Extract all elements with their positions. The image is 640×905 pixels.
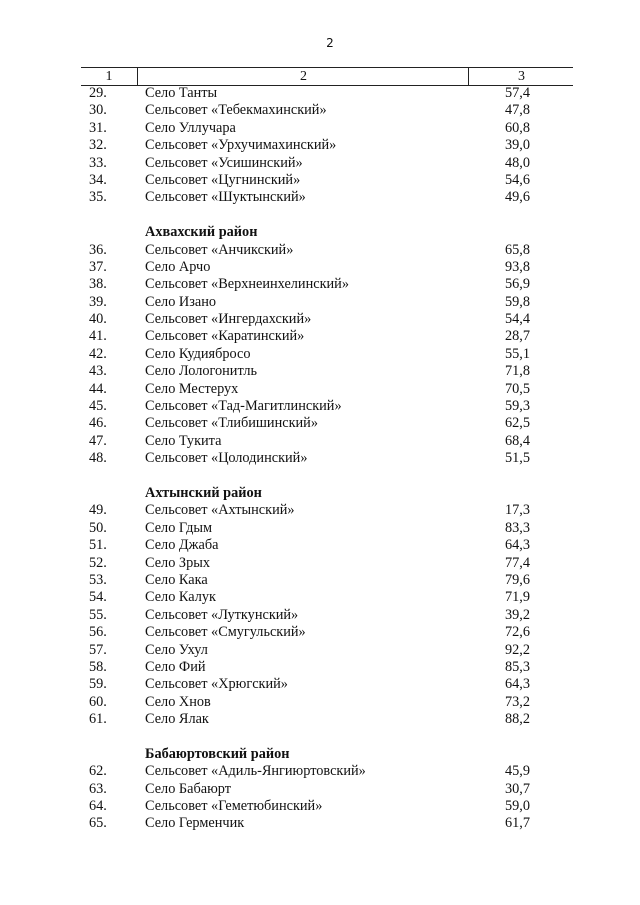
- row-name: Село Танты: [145, 85, 218, 101]
- row-number: 32.: [89, 137, 107, 154]
- row-value: 28,7: [505, 328, 531, 345]
- page-number: 2: [326, 36, 334, 50]
- row-name: Сельсовет «Тебекмахинский»: [145, 102, 327, 119]
- row-value: 79,6: [505, 571, 531, 588]
- row-name: Село Кака: [145, 571, 208, 588]
- row-number: 55.: [89, 606, 107, 623]
- table-row: [0, 172, 640, 189]
- district-name: Бабаюртовский район: [145, 745, 290, 762]
- row-value: 93,8: [505, 258, 531, 275]
- table-row: [0, 259, 640, 276]
- row-number: 57.: [89, 641, 107, 658]
- table-row: [0, 624, 640, 641]
- row-name: Сельсовет «Цугнинский»: [145, 171, 301, 188]
- row-value: 65,8: [505, 241, 531, 258]
- table-row: [0, 642, 640, 659]
- table-row: [0, 711, 640, 728]
- row-name: Сельсовет «Ахтынский»: [145, 502, 295, 519]
- row-number: 42.: [89, 345, 107, 362]
- row-name: Село Кудиябросо: [145, 345, 251, 362]
- row-number: 60.: [89, 693, 107, 710]
- table-row: [0, 798, 640, 815]
- row-number: 33.: [89, 154, 107, 171]
- district-name: Ахтынский район: [145, 484, 262, 501]
- table-row: [0, 137, 640, 154]
- row-value: 62,5: [505, 415, 531, 432]
- row-value: 51,5: [505, 450, 531, 467]
- table-row: [0, 363, 640, 380]
- row-name: Сельсовет «Цолодинский»: [145, 450, 308, 467]
- table-row: [0, 815, 640, 832]
- row-value: 73,2: [505, 693, 531, 710]
- row-value: 71,9: [505, 589, 531, 606]
- table-row: [0, 381, 640, 398]
- row-value: 39,2: [505, 606, 531, 623]
- row-value: 77,4: [505, 554, 531, 571]
- row-number: 51.: [89, 537, 107, 554]
- row-number: 63.: [89, 780, 107, 797]
- table-row: [0, 572, 640, 589]
- row-number: 52.: [89, 554, 107, 571]
- row-number: 41.: [89, 328, 107, 345]
- table-row: [0, 433, 640, 450]
- row-value: 47,8: [505, 102, 531, 119]
- row-value: 55,1: [505, 345, 531, 362]
- row-name: Сельсовет «Каратинский»: [145, 328, 305, 345]
- row-number: 54.: [89, 589, 107, 606]
- row-value: 68,4: [505, 432, 531, 449]
- row-number: 40.: [89, 311, 107, 328]
- row-number: 44.: [89, 380, 107, 397]
- row-number: 64.: [89, 798, 107, 815]
- row-number: 59.: [89, 676, 107, 693]
- row-value: 49,6: [505, 189, 531, 206]
- row-number: 29.: [89, 85, 107, 101]
- table-row: [0, 781, 640, 798]
- row-number: 36.: [89, 241, 107, 258]
- row-value: 17,3: [505, 502, 531, 519]
- district-heading: [0, 746, 640, 763]
- row-value: 64,3: [505, 537, 531, 554]
- table-row: [0, 537, 640, 554]
- row-value: 59,3: [505, 398, 531, 415]
- table-row: [0, 311, 640, 328]
- table-row: [0, 155, 640, 172]
- district-heading: [0, 224, 640, 241]
- spacer: [0, 468, 640, 485]
- row-name: Село Калук: [145, 589, 216, 606]
- table-row: [0, 676, 640, 693]
- table-row: [0, 450, 640, 467]
- table-body: [0, 85, 640, 833]
- row-number: 58.: [89, 658, 107, 675]
- table-row: [0, 328, 640, 345]
- table-row: [0, 589, 640, 606]
- table-row: [0, 659, 640, 676]
- row-value: 56,9: [505, 276, 531, 293]
- row-number: 56.: [89, 624, 107, 641]
- row-name: Сельсовет «Смугульский»: [145, 624, 306, 641]
- table-row: [0, 346, 640, 363]
- row-value: 83,3: [505, 519, 531, 536]
- table-header: [81, 67, 573, 86]
- row-name: Сельсовет «Верхнеинхелинский»: [145, 276, 349, 293]
- table-row: [0, 763, 640, 780]
- row-name: Село Зрых: [145, 554, 210, 571]
- row-value: 71,8: [505, 363, 531, 380]
- row-name: Сельсовет «Урхучимахинский»: [145, 137, 337, 154]
- row-name: Сельсовет «Адиль-Янгиюртовский»: [145, 763, 366, 780]
- row-name: Сельсовет «Ингердахский»: [145, 311, 312, 328]
- row-name: Сельсовет «Усишинский»: [145, 154, 303, 171]
- table-row: [0, 85, 640, 102]
- row-name: Сельсовет «Шуктынский»: [145, 189, 306, 206]
- table-row: [0, 398, 640, 415]
- row-number: 53.: [89, 571, 107, 588]
- row-name: Село Герменчик: [145, 815, 245, 832]
- row-name: Село Ухул: [145, 641, 208, 658]
- row-value: 70,5: [505, 380, 531, 397]
- row-number: 37.: [89, 258, 107, 275]
- table-row: [0, 520, 640, 537]
- table-row: [0, 694, 640, 711]
- row-value: 72,6: [505, 624, 531, 641]
- row-value: 39,0: [505, 137, 531, 154]
- row-number: 50.: [89, 519, 107, 536]
- header-col-2: 2: [137, 68, 469, 85]
- table-row: [0, 102, 640, 119]
- row-name: Сельсовет «Тлибишинский»: [145, 415, 318, 432]
- row-number: 47.: [89, 432, 107, 449]
- table-row: [0, 415, 640, 432]
- row-value: 92,2: [505, 641, 531, 658]
- table-row: [0, 189, 640, 206]
- row-value: 59,8: [505, 293, 531, 310]
- row-value: 85,3: [505, 658, 531, 675]
- row-name: Сельсовет «Анчикский»: [145, 241, 294, 258]
- row-name: Село Гдым: [145, 519, 213, 536]
- row-name: Село Местерух: [145, 380, 239, 397]
- row-name: Село Ялак: [145, 711, 209, 728]
- header-col-1: 1: [105, 69, 113, 84]
- row-number: 48.: [89, 450, 107, 467]
- table-row: [0, 502, 640, 519]
- row-name: Село Хнов: [145, 693, 211, 710]
- row-name: Сельсовет «Луткунский»: [145, 606, 299, 623]
- row-value: 48,0: [505, 154, 531, 171]
- row-number: 46.: [89, 415, 107, 432]
- table-row: [0, 607, 640, 624]
- row-number: 30.: [89, 102, 107, 119]
- row-name: Село Фий: [145, 658, 206, 675]
- row-name: Село Лологонитль: [145, 363, 258, 380]
- table-row: [0, 555, 640, 572]
- row-value: 54,4: [505, 311, 531, 328]
- row-value: 64,3: [505, 676, 531, 693]
- row-name: Село Тукита: [145, 432, 222, 449]
- row-name: Сельсовет «Тад-Магитлинский»: [145, 398, 342, 415]
- row-value: 30,7: [505, 780, 531, 797]
- row-number: 38.: [89, 276, 107, 293]
- row-number: 49.: [89, 502, 107, 519]
- table-row: [0, 120, 640, 137]
- row-name: Село Джаба: [145, 537, 219, 554]
- district-heading: [0, 485, 640, 502]
- row-number: 62.: [89, 763, 107, 780]
- row-name: Село Арчо: [145, 258, 211, 275]
- row-number: 39.: [89, 293, 107, 310]
- row-number: 35.: [89, 189, 107, 206]
- row-number: 43.: [89, 363, 107, 380]
- row-name: Сельсовет «Геметюбинский»: [145, 798, 323, 815]
- row-value: 57,4: [505, 85, 531, 101]
- row-number: 31.: [89, 119, 107, 136]
- row-name: Село Изано: [145, 293, 217, 310]
- row-value: 54,6: [505, 171, 531, 188]
- row-value: 59,0: [505, 798, 531, 815]
- row-number: 34.: [89, 171, 107, 188]
- row-number: 61.: [89, 711, 107, 728]
- row-value: 88,2: [505, 711, 531, 728]
- spacer: [0, 207, 640, 224]
- row-value: 60,8: [505, 119, 531, 136]
- row-name: Сельсовет «Хрюгский»: [145, 676, 288, 693]
- district-name: Ахвахский район: [145, 224, 258, 241]
- table-row: [0, 276, 640, 293]
- row-name: Село Бабаюрт: [145, 780, 231, 797]
- row-number: 45.: [89, 398, 107, 415]
- row-number: 65.: [89, 815, 107, 832]
- table-row: [0, 294, 640, 311]
- spacer: [0, 728, 640, 745]
- table-row: [0, 242, 640, 259]
- header-col-3: 3: [468, 68, 574, 85]
- row-name: Село Уллучара: [145, 119, 236, 136]
- row-value: 45,9: [505, 763, 531, 780]
- row-value: 61,7: [505, 815, 531, 832]
